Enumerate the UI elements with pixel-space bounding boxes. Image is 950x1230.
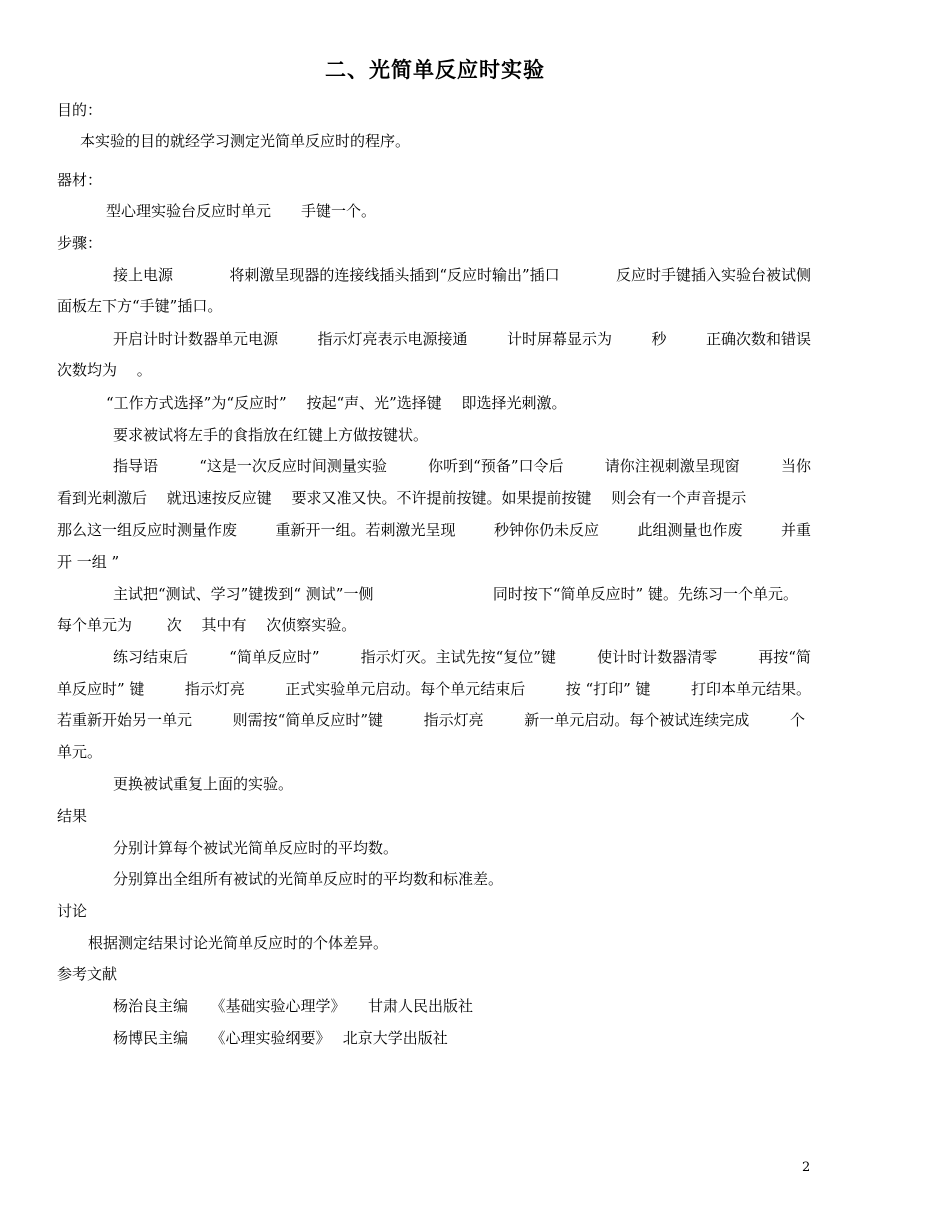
step-6-line-1: 主试把“测试、学习”键拨到“ 测试”一侧 同时按下“简单反应时” 键。先练习一个单元。 <box>113 585 798 603</box>
step-5-line-2: 看到光刺激后 就迅速按反应键 要求又准又快。不许提前按键。如果提前按键 则会有一个声音提示 <box>57 489 747 507</box>
step-1-line-2: 面板左下方“手键”插口。 <box>57 297 223 315</box>
step-7-line-4: 单元。 <box>57 743 103 761</box>
discussion-text: 根据测定结果讨论光简单反应时的个体差异。 <box>88 934 389 952</box>
reference-item-1: 杨治良主编 《基础实验心理学》 甘肃人民出版社 <box>113 997 474 1015</box>
purpose-text: 本实验的目的就经学习测定光简单反应时的程序。 <box>80 132 411 150</box>
page-number: 2 <box>802 1160 811 1175</box>
step-7-line-3: 若重新开始另一单元 则需按“简单反应时”键 指示灯亮 新一单元启动。每个被试连续完成 个 <box>57 711 805 729</box>
purpose-heading: 目的： <box>57 101 103 119</box>
steps-heading: 步骤： <box>57 234 103 252</box>
step-1-line-1: 接上电源 将刺激呈现器的连接线插头插到“反应时输出”插口 反应时手键插入实验台被试侧 <box>113 266 811 284</box>
results-heading: 结果 <box>57 807 88 825</box>
step-7-line-2: 单反应时” 键 指示灯亮 正式实验单元启动。每个单元结束后 按 “打印” 键 打印本单元结果。 <box>57 680 811 698</box>
results-item-2: 分别算出全组所有被试的光简单反应时的平均数和标准差。 <box>113 870 504 888</box>
references-heading: 参考文献 <box>57 965 118 983</box>
step-7-line-1: 练习结束后 “简单反应时” 指示灯灭。主试先按“复位”键 使计时计数器清零 再按“简 <box>113 648 811 666</box>
step-2-line-2: 次数均为 。 <box>57 361 152 379</box>
materials-text: 型心理实验台反应时单元 手键一个。 <box>106 202 377 220</box>
results-item-1: 分别计算每个被试光简单反应时的平均数。 <box>113 839 399 857</box>
step-8: 更换被试重复上面的实验。 <box>113 775 294 793</box>
reference-item-2: 杨博民主编 《心理实验纲要》 北京大学出版社 <box>113 1029 448 1047</box>
step-5-line-3: 那么这一组反应时测量作废 重新开一组。若刺激光呈现 秒钟你仍未反应 此组测量也作废 并重 <box>57 521 811 539</box>
discussion-heading: 讨论 <box>57 902 88 920</box>
step-2-line-1: 开启计时计数器单元电源 指示灯亮表示电源接通 计时屏幕显示为 秒 正确次数和错误 <box>113 330 811 348</box>
materials-heading: 器材： <box>57 171 103 189</box>
step-3: “工作方式选择”为“反应时” 按起“声、光”选择键 即选择光刺激。 <box>106 394 567 412</box>
step-5-line-1: 指导语 “这是一次反应时间测量实验 你听到“预备”口令后 请你注视刺激呈现窗 当你 <box>113 457 811 475</box>
step-4: 要求被试将左手的食指放在红键上方做按键状。 <box>113 426 429 444</box>
step-5-line-4: 开 一组 ” <box>57 553 120 571</box>
step-6-line-2: 每个单元为 次 其中有 次侦察实验。 <box>57 616 357 634</box>
page-title: 二、光简单反应时实验 <box>325 58 545 82</box>
